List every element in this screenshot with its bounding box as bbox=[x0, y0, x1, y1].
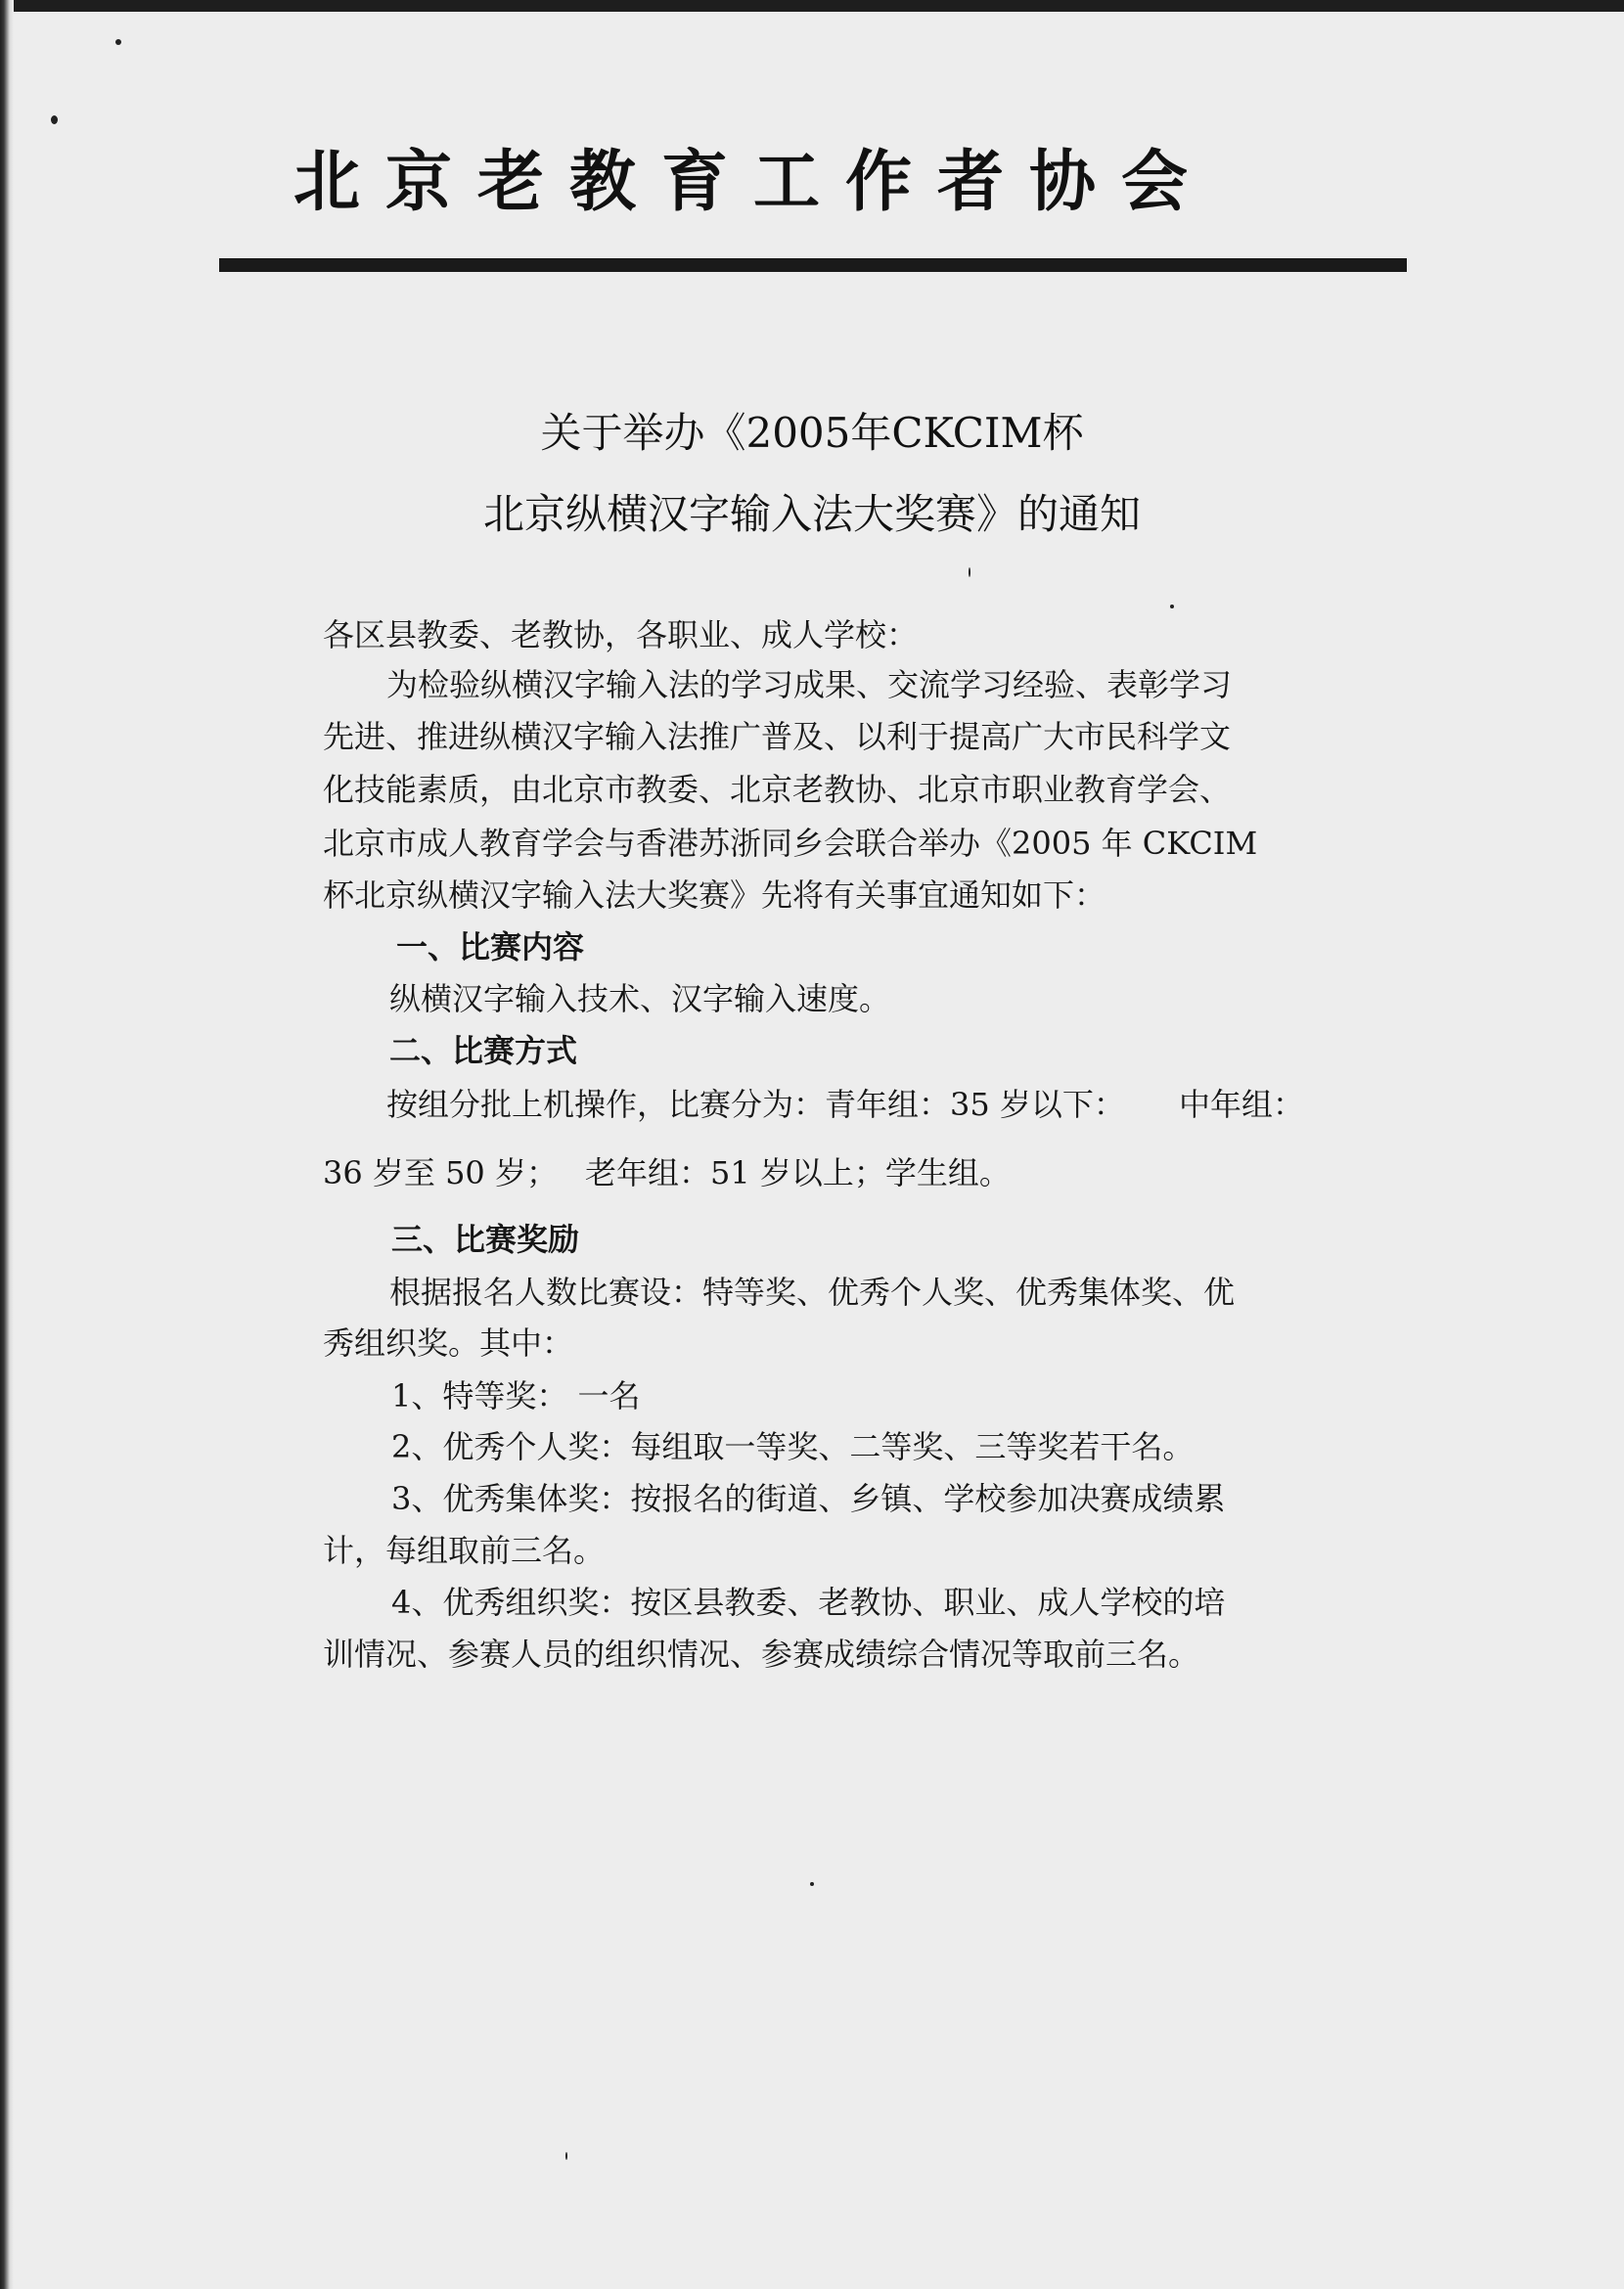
section-1-text: 纵横汉字输入技术、汉字输入速度。 bbox=[389, 980, 891, 1017]
award-item-3-continued: 计，每组取前三名。 bbox=[323, 1532, 606, 1569]
award-item-2: 2、优秀个人奖：每组取一等奖、二等奖、三等奖若干名。 bbox=[391, 1428, 1195, 1465]
section-3-intro-line-1: 根据报名人数比赛设：特等奖、优秀个人奖、优秀集体奖、优 bbox=[389, 1274, 1236, 1311]
intro-line-5: 杯北京纵横汉字输入法大奖赛》先将有关事宜通知如下： bbox=[323, 876, 1106, 914]
award-item-3: 3、优秀集体奖：按报名的街道、乡镇、学校参加决赛成绩累 bbox=[391, 1480, 1226, 1517]
section-2-line-1-tail: 中年组： bbox=[1179, 1086, 1305, 1123]
intro-line-3: 化技能素质，由北京市教委、北京老教协、北京市职业教育学会、 bbox=[323, 771, 1232, 808]
salutation: 各区县教委、老教协，各职业、成人学校： bbox=[323, 616, 919, 653]
letterhead-title: 北京老教育工作者协会 bbox=[293, 143, 1214, 221]
scan-speck bbox=[115, 39, 121, 45]
intro-line-1: 为检验纵横汉字输入法的学习成果、交流学习经验、表彰学习 bbox=[386, 666, 1233, 703]
award-item-1: 1、特等奖： 一名 bbox=[391, 1377, 641, 1414]
scan-speck bbox=[810, 1882, 814, 1886]
section-2-line-2-b: 老年组：51 岁以上；学生组。 bbox=[585, 1154, 1011, 1191]
section-2-line-2-a: 36 岁至 50 岁； bbox=[323, 1154, 558, 1191]
scan-speck bbox=[51, 115, 58, 124]
scan-speck bbox=[969, 567, 970, 577]
award-item-4: 4、优秀组织奖：按区县教委、老教协、职业、成人学校的培 bbox=[391, 1584, 1226, 1621]
letterhead-rule bbox=[219, 258, 1407, 272]
scan-speck bbox=[1170, 605, 1174, 608]
intro-line-2: 先进、推进纵横汉字输入法推广普及、以利于提高广大市民科学文 bbox=[323, 718, 1232, 755]
section-3-heading: 三、比赛奖励 bbox=[391, 1221, 580, 1258]
award-item-4-continued: 训情况、参赛人员的组织情况、参赛成绩综合情况等取前三名。 bbox=[323, 1636, 1200, 1673]
intro-line-4: 北京市成人教育学会与香港苏浙同乡会联合举办《2005 年 CKCIM bbox=[323, 825, 1258, 862]
section-2-line-1: 按组分批上机操作，比赛分为：青年组：35 岁以下： bbox=[386, 1086, 1125, 1123]
section-3-intro-line-2: 秀组织奖。其中： bbox=[323, 1324, 574, 1362]
scan-top-edge bbox=[0, 0, 1624, 12]
section-1-heading: 一、比赛内容 bbox=[396, 928, 585, 965]
notice-title-line-2: 北京纵横汉字输入法大奖赛》的通知 bbox=[482, 490, 1141, 538]
scan-left-edge bbox=[0, 0, 14, 2289]
scan-speck bbox=[565, 2152, 567, 2160]
notice-title-line-1: 关于举办《2005年CKCIM杯 bbox=[540, 409, 1084, 457]
section-2-heading: 二、比赛方式 bbox=[389, 1032, 578, 1069]
